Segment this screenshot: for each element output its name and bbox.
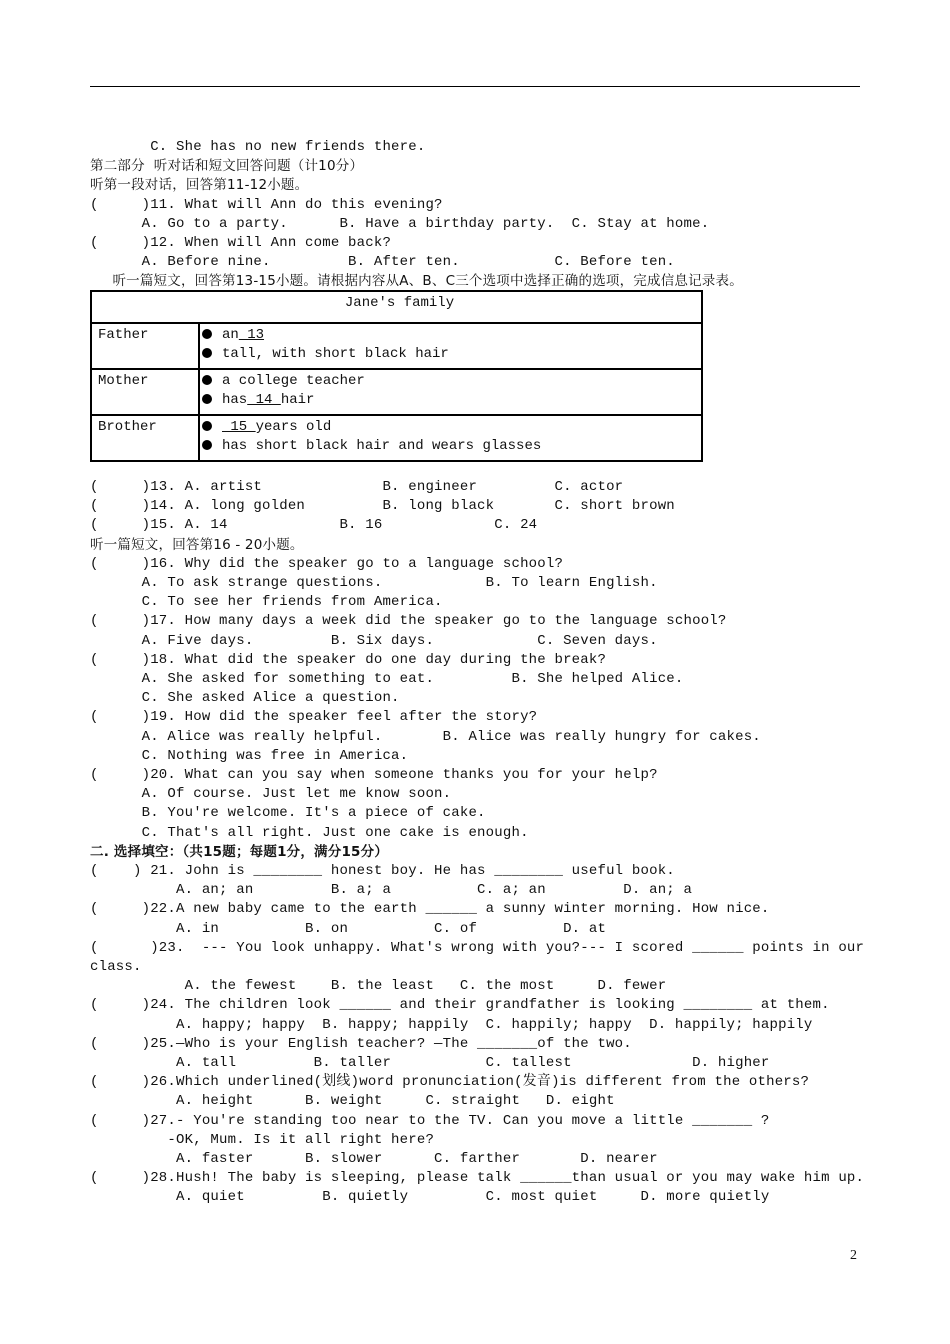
text-line: ( )11. What will Ann do this evening? bbox=[90, 196, 443, 213]
bullet-icon bbox=[202, 375, 212, 385]
text-line: A. Go to a party. B. Have a birthday party. C. Stay at home. bbox=[90, 215, 710, 232]
bullet-item: 15 years old bbox=[202, 418, 701, 437]
text-line: C. To see her friends from America. bbox=[90, 594, 443, 611]
text-line: A. in B. on C. of D. at bbox=[90, 920, 607, 937]
bullet-item: a college teacher bbox=[202, 372, 701, 391]
janes-family-table bbox=[90, 290, 703, 462]
text-line: ( )15. A. 14 B. 16 C. 24 bbox=[90, 517, 538, 534]
text-line: class. bbox=[90, 959, 142, 975]
text-line: B. You're welcome. It's a piece of cake. bbox=[90, 805, 486, 822]
text-line: A. Five days. B. Six days. C. Seven days. bbox=[90, 632, 658, 649]
row-label: Father bbox=[91, 323, 199, 369]
text-line: A. tall B. taller C. tallest D. higher bbox=[90, 1055, 770, 1071]
bullet-icon bbox=[202, 329, 212, 339]
row-label: Mother bbox=[91, 369, 199, 415]
blank: 14 bbox=[247, 392, 281, 408]
text-line: ( )26.Which underlined(划线)word pronunciation(发音)is different from the others? bbox=[90, 1074, 810, 1091]
text-line: A. Of course. Just let me know soon. bbox=[90, 786, 452, 803]
row-label: Brother bbox=[91, 415, 199, 461]
bullet-item: an 13 bbox=[202, 326, 701, 345]
text-line: C. That's all right. Just one cake is enough. bbox=[90, 824, 529, 841]
blank: 13 bbox=[238, 327, 265, 343]
text-line: A. quiet B. quietly C. most quiet D. more quietly bbox=[90, 1189, 770, 1206]
row-details bbox=[199, 323, 702, 369]
text-line: ( )28.Hush! The baby is sleeping, please talk ______than usual or you may wake him up. bbox=[90, 1170, 865, 1187]
text-line: ( )16. Why did the speaker go to a language school? bbox=[90, 555, 564, 572]
text-line: A. faster B. slower C. farther D. nearer bbox=[90, 1151, 658, 1167]
bullet-item: has 14 hair bbox=[202, 391, 701, 410]
text-line: A. height B. weight C. straight D. eight bbox=[90, 1093, 615, 1110]
text-line: 听第一段对话，回答第11-12小题。 bbox=[90, 177, 309, 194]
blank: 15 bbox=[222, 419, 256, 435]
text-line: ( )18. What did the speaker do one day during the break? bbox=[90, 651, 607, 668]
text-line: A. an; an B. a; a C. a; an D. an; a bbox=[90, 882, 693, 899]
text-line: -OK, Mum. Is it all right here? bbox=[90, 1131, 435, 1148]
text-line: 二. 选择填空：（共15题；每题1分，满分15分） bbox=[90, 843, 389, 860]
text-line: C. Nothing was free in America. bbox=[90, 747, 409, 764]
text-line: A. To ask strange questions. B. To learn English. bbox=[90, 575, 658, 591]
text-line: ( )22.A new baby came to the earth ______ a sunny winter morning. How nice. bbox=[90, 901, 770, 918]
text-line: A. She asked for something to eat. B. She helped Alice. bbox=[90, 671, 684, 687]
text-line: A. Before nine. B. After ten. C. Before ten. bbox=[90, 254, 675, 271]
text-line: ( )20. What can you say when someone thanks you for your help? bbox=[90, 767, 658, 783]
text-line: 听一篇短文，回答第13-15小题。请根据内容从A、B、C三个选项中选择正确的选项，完成信息记录表。 bbox=[90, 273, 743, 290]
text-line: ( )25.—Who is your English teacher? —The _______of the two. bbox=[90, 1035, 632, 1052]
text-line: A. Alice was really helpful. B. Alice was really hungry for cakes. bbox=[90, 728, 761, 745]
bullet-icon bbox=[202, 440, 212, 450]
text-line: ( )14. A. long golden B. long black C. short brown bbox=[90, 498, 675, 515]
row-details bbox=[199, 415, 702, 461]
text-line: A. the fewest B. the least C. the most D. fewer bbox=[90, 978, 667, 995]
text-line: ( )12. When will Ann come back? bbox=[90, 235, 392, 251]
page-number: 2 bbox=[850, 1248, 857, 1263]
text-line: ( )17. How many days a week did the speaker go to the language school? bbox=[90, 613, 727, 630]
text-line: C. She has no new friends there. bbox=[90, 139, 426, 155]
text-line: ( ) 21. John is ________ honest boy. He has ________ useful book. bbox=[90, 863, 675, 879]
text-line: ( )23. --- You look unhappy. What's wrong with you?--- I scored ______ points in our bbox=[90, 939, 865, 956]
text-line: C. She asked Alice a question. bbox=[90, 690, 400, 707]
bullet-item: has short black hair and wears glasses bbox=[202, 437, 701, 456]
text-line: 第二部分 听对话和短文回答问题（计10分） bbox=[90, 158, 364, 175]
header-rule bbox=[90, 86, 860, 87]
text-line: ( )27.- You're standing too near to the TV. Can you move a little _______ ? bbox=[90, 1112, 770, 1129]
table-title: Jane's family bbox=[91, 291, 702, 323]
text-line: ( )13. A. artist B. engineer C. actor bbox=[90, 479, 624, 495]
text-line: ( )24. The children look ______ and their grandfather is looking ________ at them. bbox=[90, 997, 830, 1014]
text-line: ( )19. How did the speaker feel after the story? bbox=[90, 709, 538, 726]
text-line: A. happy; happy B. happy; happily C. happily; happy D. happily; happily bbox=[90, 1016, 813, 1033]
row-details bbox=[199, 369, 702, 415]
bullet-icon bbox=[202, 394, 212, 404]
text-line: 听一篇短文，回答第16 - 20小题。 bbox=[90, 536, 304, 553]
bullet-icon bbox=[202, 421, 212, 431]
bullet-item: tall, with short black hair bbox=[202, 345, 701, 364]
bullet-icon bbox=[202, 348, 212, 358]
